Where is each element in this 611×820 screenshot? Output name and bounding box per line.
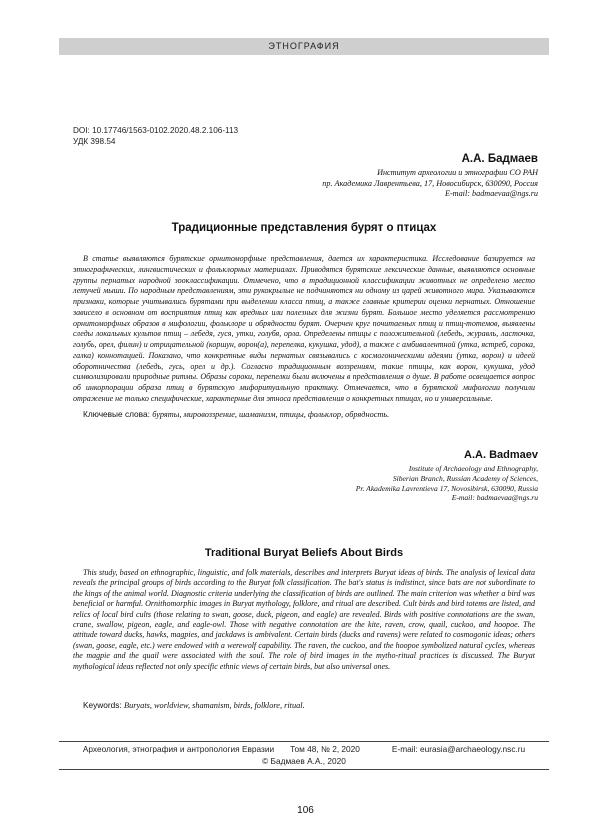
affiliation-en-2: Siberian Branch, Russian Academy of Sciences, xyxy=(392,473,538,483)
journal-name: Археология, этнография и антропология Евразии xyxy=(82,744,275,754)
address-ru: пр. Академика Лаврентьева, 17, Новосибирск, 630090, Россия xyxy=(322,178,538,188)
email-en: E-mail: badmaevaa@ngs.ru xyxy=(451,493,538,503)
keywords-list-ru: буряты, мировоззрение, шаманизм, птицы, фольклор, обрядность. xyxy=(152,410,390,419)
journal-volume: Том 48, № 2, 2020 xyxy=(290,744,360,754)
keywords-label-ru: Ключевые слова: xyxy=(83,409,150,419)
keywords-list-en: Buryats, worldview, shamanism, birds, folklore, ritual. xyxy=(124,701,305,710)
author-block-ru xyxy=(322,152,538,200)
page-number: 106 xyxy=(297,805,314,816)
author-name-en: A.A. Badmaev xyxy=(464,449,538,461)
abstract-ru: В статье выявляются бурятские орнитоморфные представления, дается их характеристика. Исследование базируется на этнографических, лингвистических и фольклорных материалах. Приводятся бурятские лексические данные, выявляются основные группы пернатых народной зооклассификации. Отмечено, что в традиционной классификации животных не определено место летучей мыши. По народным представлениям, эти рукокрылые не подчиняются ни одному из царей животного мира. Указываются признаки, которые учитывались бурятами при выделении класса птиц, а также главные критерии оценки пернатых. Отношение зависело в основном от восприятия птиц как вредных или полезных для жизни бурят. Большое место уделяется рассмотрению орнитоморфных образов в мифологии, фольклоре и обрядности бурят. Очерчен круг почитаемых птиц и птиц-тотемов, выявлены следы локальных культов птиц – лебедя, гуся, утки, голубя, орла. Определены птицы с положительной (лебедь, журавль, ласточка, голубь, орел, филин) и отрицательной (коршун, ворон(а), перепелка, кукушка, удод), а также с амбивалентной (утка, ястреб, сорока, галка) коннотацией. Показано, что конкретные виды пернатых связывались с космогоническими идеями (утка, ворон) и идеей оборотничества (лебедь, гусь, орел и др.). Согласно традиционным воззрениям, такие птицы, как ворон, кукушка, удод символизировали природные ритмы. Образы сороки, перепелки были включены в представления о душе. В работе освещается вопрос об инкорпорации образа птиц в бурятскую мифоритуальную практику. Отмечается, что в бурятской мифологии получили отражение не только специфические, характерные для этноса представления о конкретных птицах, но и универсальные. xyxy=(73,254,535,403)
affiliation-en-1: Institute of Archaeology and Ethnography, xyxy=(408,464,538,473)
title-ru: Традиционные представления бурят о птицах xyxy=(171,222,437,234)
copyright: © Бадмаев А.А., 2020 xyxy=(262,756,346,766)
address-en: Pr. Akademika Lavrentieva 17, Novosibirsk, 630090, Russia xyxy=(355,483,538,493)
keywords-en xyxy=(73,700,535,711)
doi: DOI: 10.17746/1563-0102.2020.48.2.106-113 xyxy=(73,126,239,135)
email-ru: E-mail: badmaevaa@ngs.ru xyxy=(444,189,538,199)
footer-rule-bottom xyxy=(59,769,549,770)
keywords-label-en: Keywords: xyxy=(83,700,122,710)
udk: УДК 398.54 xyxy=(73,136,116,146)
journal-email: E-mail: eurasia@archaeology.nsc.ru xyxy=(391,744,526,754)
section-header: ЭТНОГРАФИЯ xyxy=(59,38,549,55)
abstract-en: This study, based on ethnographic, linguistic, and folk materials, describes and interprets Buryat ideas of birds. The analysis of lexical data reveals the principal groups of birds according to the Buryat folk classification. The bat's status is indistinct, since bats are not subordinate to the kings of the animal world. Diagnostic criteria underlying the classification of birds are outlined. The main criterion was whether a bird was beneficial or harmful. Ornithomorphic images in Buryat mythology, folklore, and ritual are described. Cult birds and bird totems are listed, and relics of local bird cults (those relating to swan, goose, duck, pigeon, and eagle) are revealed. Birds with positive connotations are the swan, crane, swallow, pigeon, eagle, and eagle-owl. Those with negative connotation are the kite, raven, crow, quail, cuckoo, and hoopoe. The attitude toward ducks, hawks, magpies, and jackdaws is ambivalent. Certain birds (ducks and ravens) were related to cosmogonic ideas; others (swan, goose, eagle, etc.) were endowed with a werewolf capability. The raven, the cuckoo, and the hoopoe symbolized natural cycles, whereas the magpie and the quail were associated with the soul. The role of bird images in the mytho-ritual practices is discussed. The Buryat mythological ideas reflected not only specific ethnic views of certain birds, but also universal ones. xyxy=(73,568,535,671)
journal-footer xyxy=(59,744,549,755)
article-meta xyxy=(73,126,238,147)
affiliation-ru: Институт археологии и этнографии СО РАН xyxy=(377,168,538,177)
author-block-en xyxy=(356,448,538,503)
footer-rule xyxy=(59,741,549,742)
keywords-ru xyxy=(73,409,535,420)
author-name-ru: А.А. Бадмаев xyxy=(461,153,538,165)
title-en: Traditional Buryat Beliefs About Birds xyxy=(204,547,404,559)
